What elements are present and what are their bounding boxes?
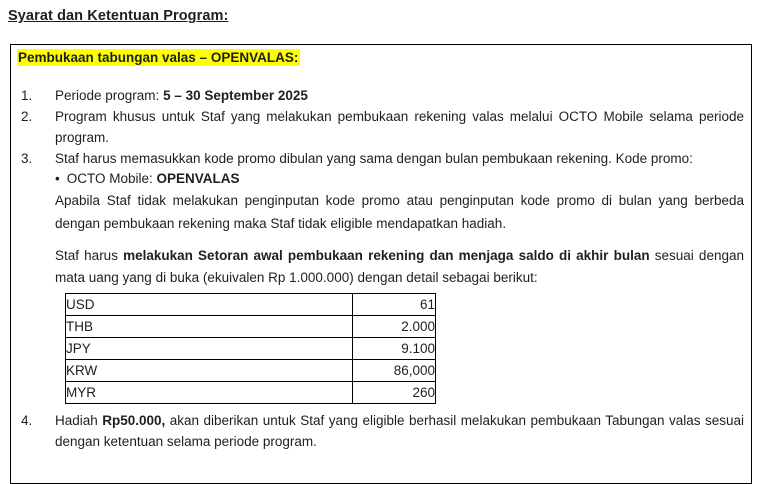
promo-channel-label: OCTO Mobile: [66, 171, 157, 186]
list-number: 2. [21, 109, 33, 124]
section-heading-highlight: Pembukaan tabungan valas – OPENVALAS: [18, 50, 299, 65]
currency-cell: KRW [66, 360, 353, 382]
reward-amount: Rp50.000, [102, 413, 166, 428]
page-title: Syarat dan Ketentuan Program: [8, 8, 229, 24]
amount-cell: 260 [353, 382, 436, 404]
table-row [66, 338, 436, 360]
list-item-3 [17, 148, 744, 235]
list-number: 1. [21, 88, 33, 103]
reward-post: akan diberikan untuk Staf yang eligible berhasil melakukan pembukaan Tabungan valas sesuai dengan ketentuan selama periode program. [55, 413, 744, 449]
list-number: 3. [21, 151, 33, 166]
list-item-2 [17, 106, 744, 148]
period-label: Periode program: [55, 88, 164, 103]
deposit-paragraph-bold: melakukan Setoran awal pembukaan rekening dan menjaga saldo di akhir bulan [123, 248, 650, 263]
amount-cell: 61 [353, 294, 436, 316]
deposit-paragraph-pre: Staf harus [55, 248, 124, 263]
deposit-table [65, 293, 436, 404]
currency-cell: THB [66, 316, 353, 338]
promo-code-note: Apabila Staf tidak melakukan penginputan kode promo atau penginputan kode promo di bulan yang berbeda dengan pembukaan rekening maka Staf tidak eligible mendapatkan hadiah. [55, 193, 744, 231]
period-value: 5 – 30 September 2025 [163, 88, 308, 103]
program-terms-box [10, 44, 752, 484]
currency-cell: MYR [66, 382, 353, 404]
bullet-icon: • [55, 171, 60, 186]
list-item-text [55, 410, 744, 452]
promo-code-sentence: Staf harus memasukkan kode promo dibulan yang sama dengan bulan pembukaan rekening. Kode promo: [55, 151, 693, 166]
list-item-text [55, 148, 744, 235]
list-item-text: Program khusus untuk Staf yang melakukan pembukaan rekening valas melalui OCTO Mobile selama periode program. [55, 109, 744, 145]
amount-cell: 9.100 [353, 338, 436, 360]
currency-cell: USD [66, 294, 353, 316]
list-item-1 [17, 85, 744, 106]
list-item-4 [17, 410, 744, 452]
list-item-text [55, 85, 744, 106]
amount-cell: 86,000 [353, 360, 436, 382]
reward-pre: Hadiah [55, 413, 103, 428]
currency-cell: JPY [66, 338, 353, 360]
list-number: 4. [21, 413, 33, 428]
promo-code-value: OPENVALAS [156, 171, 240, 186]
table-row [66, 360, 436, 382]
amount-cell: 2.000 [353, 316, 436, 338]
deposit-paragraph-post: sesuai dengan mata uang yang di buka (ekuivalen Rp 1.000.000) dengan detail sebagai berikut: [55, 248, 744, 285]
table-row [66, 382, 436, 404]
promo-code-bullet [55, 169, 744, 189]
table-row [66, 316, 436, 338]
deposit-paragraph [55, 245, 744, 289]
section-heading-line [17, 48, 744, 68]
table-row [66, 294, 436, 316]
